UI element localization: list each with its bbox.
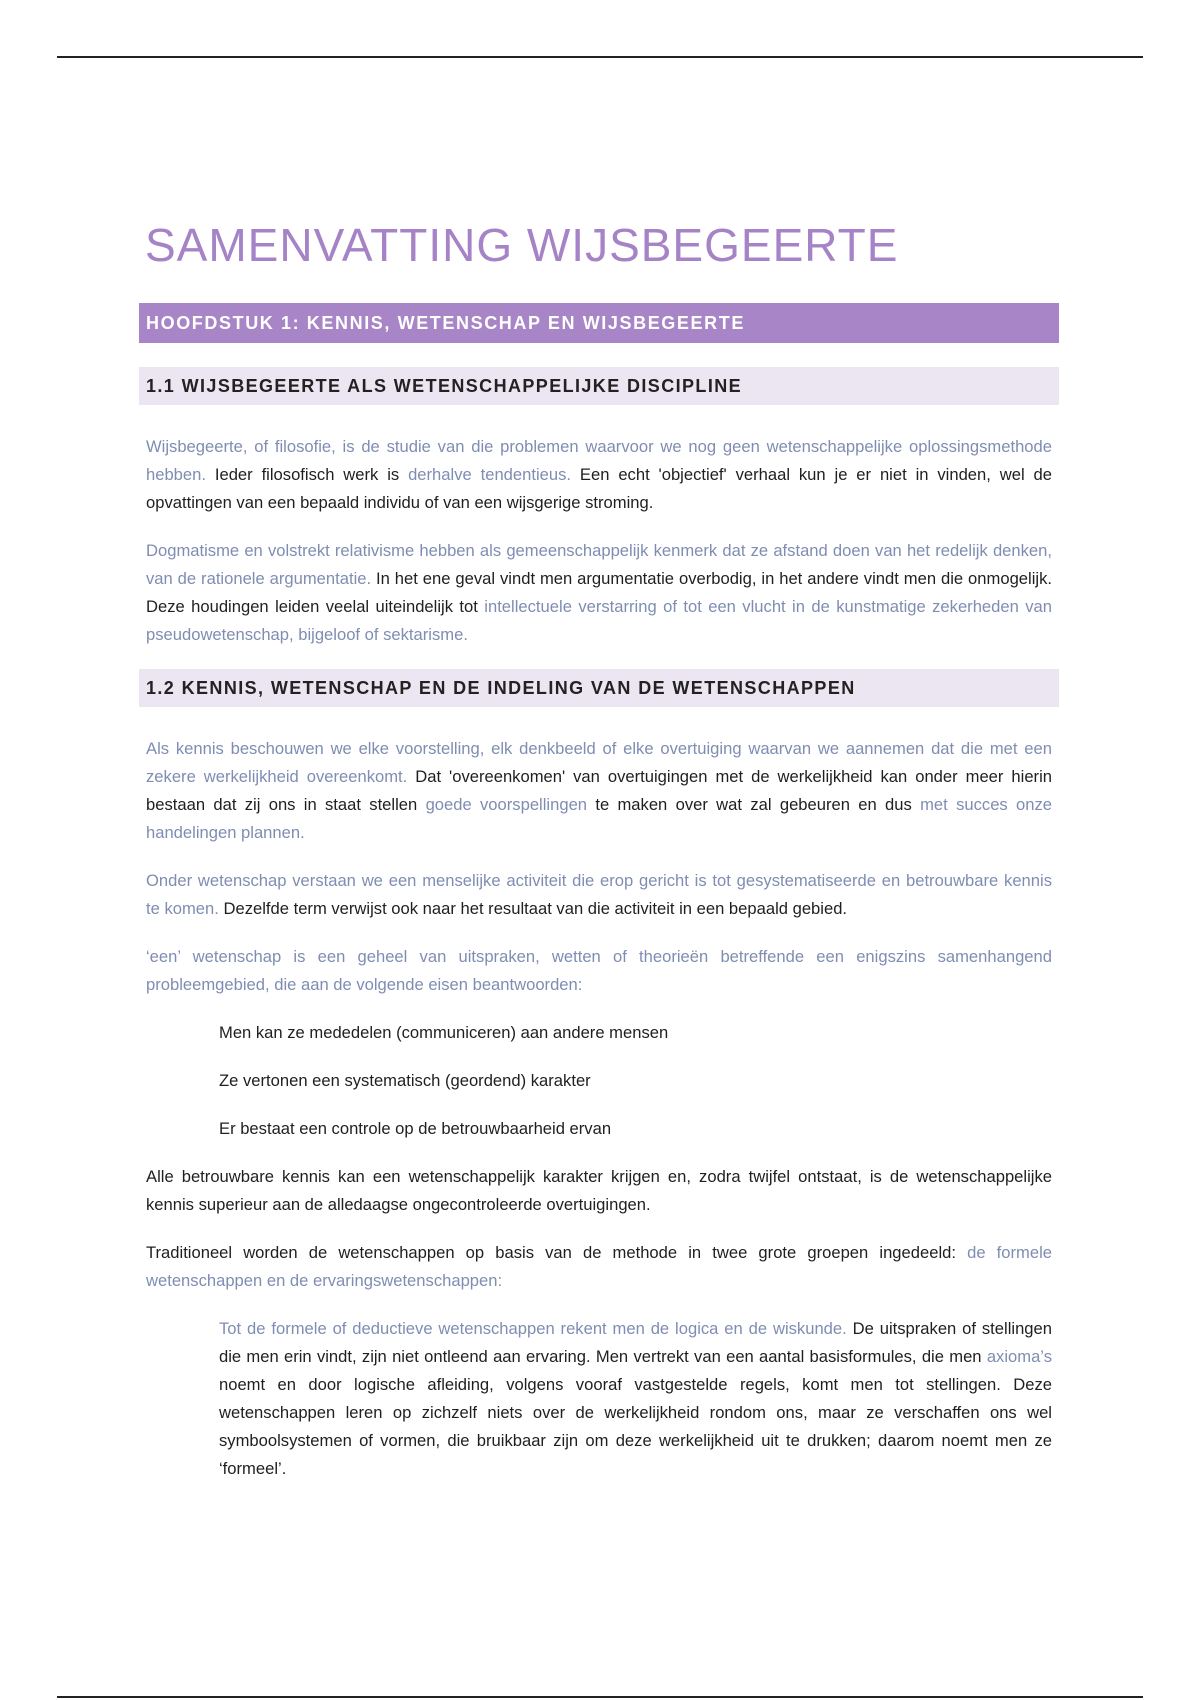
document-title: SAMENVATTING WIJSBEGEERTE bbox=[145, 219, 899, 271]
body-text: Dat 'overeenkomen' van overtuigingen met de werkelijkheid kan onder meer hierin bestaan dat zij ons in staat stellen bbox=[146, 766, 1052, 814]
paragraph-betrouwbare-kennis: Alle betrouwbare kennis kan een wetenschappelijk karakter krijgen en, zodra twijfel ontstaat, is de wetenschappelijke kennis superieur aan de alledaagse ongecontroleerde overtuigingen. bbox=[146, 1166, 1052, 1214]
highlighted-text: Onder wetenschap verstaan we een menselijke activiteit die erop gericht is tot gesystematiseerde en betrouwbare kennis te komen. bbox=[146, 870, 1052, 918]
highlighted-text: met succes onze handelingen plannen. bbox=[146, 794, 1053, 842]
section-heading-1-2: 1.2 KENNIS, WETENSCHAP EN DE INDELING VAN DE WETENSCHAPPEN bbox=[139, 669, 1059, 707]
paragraph-indeling bbox=[146, 1239, 1052, 1295]
document-page bbox=[139, 220, 1059, 1503]
highlighted-text: de formele wetenschappen en de ervaringswetenschappen: bbox=[146, 1242, 1052, 1290]
body-text: noemt en door logische afleiding, volgens vooraf vastgestelde regels, komt men tot stellingen. Deze wetenschappen leren op zichzelf niets over de werkelijkheid rondom ons, maar ze verschaffen ons wel symboolsystemen of vormen, die bruikbaar zijn om deze werkelijkheid uit te drukken; daarom noemt men ze ‘formeel’. bbox=[219, 1374, 1052, 1478]
highlighted-text: Wijsbegeerte, of filosofie, is de studie van die problemen waarvoor we nog geen wetenschappelijke oplossingsmethode hebben. bbox=[146, 436, 1052, 484]
body-text: Dezelfde term verwijst ook naar het resultaat van die activiteit in een bepaald gebied. bbox=[218, 898, 848, 918]
requirement-item: Ze vertonen een systematisch (geordend) karakter bbox=[219, 1070, 591, 1090]
requirement-item: Men kan ze mededelen (communiceren) aan andere mensen bbox=[219, 1022, 669, 1042]
paragraph-kennis bbox=[146, 735, 1052, 847]
requirement-item: Er bestaat een controle op de betrouwbaarheid ervan bbox=[219, 1118, 612, 1138]
paragraph-een-wetenschap: ‘een’ wetenschap is een geheel van uitspraken, wetten of theorieën betreffende een enigszins samenhangend probleemgebied, die aan de volgende eisen beantwoorden: bbox=[146, 946, 1052, 994]
body-text: De uitspraken of stellingen die men erin vindt, zijn niet ontleend aan ervaring. Men vertrekt van een aantal basisformules, die men bbox=[219, 1318, 1052, 1366]
highlighted-text: goede voorspellingen bbox=[425, 794, 588, 814]
body-text: Een echt 'objectief' verhaal kun je er niet in vinden, wel de opvattingen van een bepaald individu of van een wijsgerige stroming. bbox=[146, 464, 1052, 512]
highlighted-text: derhalve tendentieus. bbox=[408, 464, 572, 484]
highlighted-text: Tot de formele of deductieve wetenschappen rekent men de logica en de wiskunde. bbox=[219, 1318, 847, 1338]
body-text: Traditioneel worden de wetenschappen op basis van de methode in twee grote groepen ingedeeld: bbox=[146, 1242, 968, 1262]
chapter-heading: HOOFDSTUK 1: KENNIS, WETENSCHAP EN WIJSBEGEERTE bbox=[139, 303, 1059, 343]
paragraph-dogmatisme bbox=[146, 537, 1052, 649]
highlighted-text: axioma’s bbox=[986, 1346, 1052, 1366]
section-heading-1-1: 1.1 WIJSBEGEERTE ALS WETENSCHAPPELIJKE DISCIPLINE bbox=[139, 367, 1059, 405]
highlighted-text: intellectuele verstarring of tot een vlucht in de kunstmatige zekerheden van pseudowetenschap, bijgeloof of sektarisme. bbox=[146, 596, 1052, 644]
top-rule bbox=[57, 56, 1143, 58]
highlighted-text: Dogmatisme en volstrekt relativisme hebben als gemeenschappelijk kenmerk dat ze afstand doen van het redelijk denken, van de rationele argumentatie. bbox=[146, 540, 1052, 588]
body-text: In het ene geval vindt men argumentatie overbodig, in het andere vindt men die onmogelijk. Deze houdingen leiden veelal uiteindelijk tot bbox=[146, 568, 1052, 616]
bottom-rule bbox=[57, 1696, 1143, 1698]
highlighted-text: Als kennis beschouwen we elke voorstelling, elk denkbeeld of elke overtuiging waarvan we aannemen dat die met een zekere werkelijkheid overeenkomt. bbox=[146, 738, 1052, 786]
paragraph-formele-wetenschappen bbox=[219, 1315, 1052, 1483]
paragraph-wijsbegeerte-definition bbox=[146, 433, 1052, 517]
body-text: te maken over wat zal gebeuren en dus bbox=[587, 794, 921, 814]
body-text: Ieder filosofisch werk is bbox=[205, 464, 409, 484]
paragraph-wetenschap bbox=[146, 867, 1052, 923]
